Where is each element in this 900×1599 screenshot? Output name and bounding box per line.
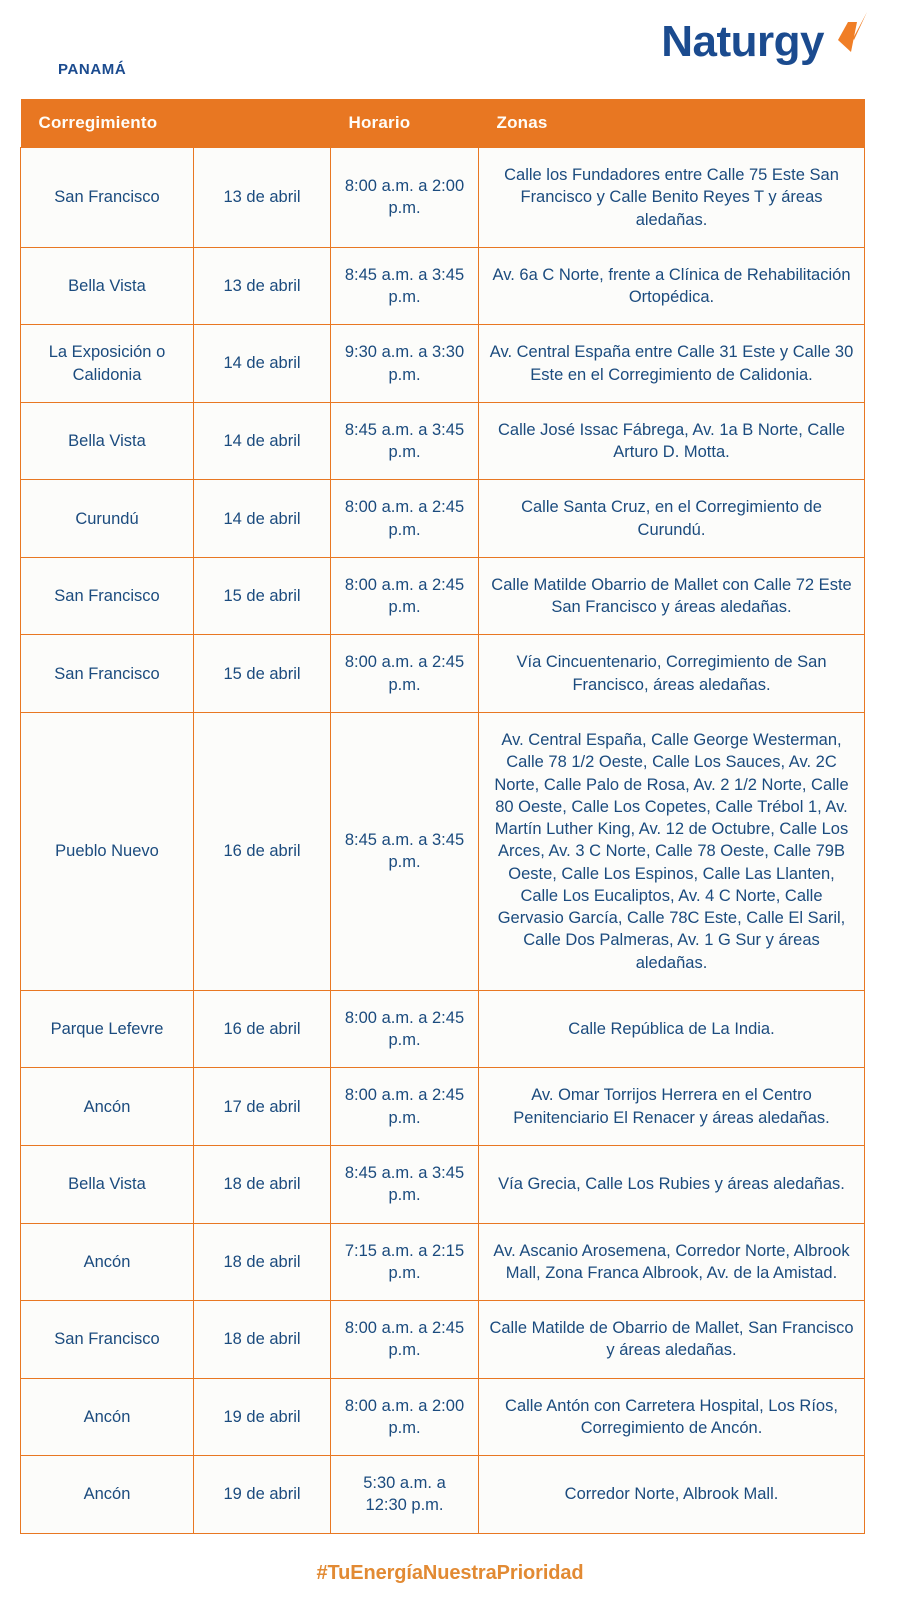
outage-schedule-table (20, 99, 865, 1534)
row-cell-horario: 8:45 a.m. a 3:45 p.m. (331, 1145, 479, 1223)
row-cell-horario: 8:00 a.m. a 2:45 p.m. (331, 635, 479, 713)
row-cell-corregimiento: Ancón (21, 1223, 194, 1301)
table-row (21, 325, 865, 403)
table-row (21, 1301, 865, 1379)
row-cell-corregimiento: Pueblo Nuevo (21, 712, 194, 990)
row-cell-corregimiento: Parque Lefevre (21, 990, 194, 1068)
naturgy-logo (661, 16, 872, 68)
row-cell-horario: 8:00 a.m. a 2:45 p.m. (331, 1068, 479, 1146)
table-row (21, 480, 865, 558)
table-row (21, 1456, 865, 1534)
table-row (21, 1378, 865, 1456)
row-cell-corregimiento: Curundú (21, 480, 194, 558)
row-cell-zonas: Av. 6a C Norte, frente a Clínica de Rehabilitación Ortopédica. (479, 247, 865, 325)
row-cell-fecha: 15 de abril (194, 635, 331, 713)
row-cell-fecha: 14 de abril (194, 480, 331, 558)
row-cell-zonas: Av. Ascanio Arosemena, Corredor Norte, Albrook Mall, Zona Franca Albrook, Av. de la Amistad. (479, 1223, 865, 1301)
table-row (21, 990, 865, 1068)
row-cell-zonas: Calle Antón con Carretera Hospital, Los Ríos, Corregimiento de Ancón. (479, 1378, 865, 1456)
row-cell-fecha: 19 de abril (194, 1378, 331, 1456)
row-cell-fecha: 13 de abril (194, 247, 331, 325)
column-header-corregimiento: Corregimiento (21, 99, 194, 148)
row-cell-fecha: 19 de abril (194, 1456, 331, 1534)
row-cell-horario: 8:00 a.m. a 2:45 p.m. (331, 557, 479, 635)
row-cell-fecha: 18 de abril (194, 1223, 331, 1301)
row-cell-fecha: 16 de abril (194, 712, 331, 990)
column-header-spacer (194, 99, 331, 148)
region-label: PANAMÁ (58, 61, 127, 78)
row-cell-corregimiento: Bella Vista (21, 402, 194, 480)
row-cell-fecha: 13 de abril (194, 148, 331, 248)
row-cell-zonas: Calle José Issac Fábrega, Av. 1a B Norte, Calle Arturo D. Motta. (479, 402, 865, 480)
brand-wordmark: Naturgy (661, 17, 824, 66)
table-row (21, 635, 865, 713)
table-header-row (21, 99, 865, 148)
row-cell-corregimiento: San Francisco (21, 557, 194, 635)
row-cell-zonas: Calle República de La India. (479, 990, 865, 1068)
row-cell-zonas: Corredor Norte, Albrook Mall. (479, 1456, 865, 1534)
row-cell-horario: 8:00 a.m. a 2:45 p.m. (331, 990, 479, 1068)
row-cell-corregimiento: La Exposición o Calidonia (21, 325, 194, 403)
table-row (21, 1223, 865, 1301)
row-cell-zonas: Vía Cincuentenario, Corregimiento de San Francisco, áreas aledañas. (479, 635, 865, 713)
table-row (21, 148, 865, 248)
row-cell-zonas: Calle Matilde Obarrio de Mallet con Calle 72 Este San Francisco y áreas aledañas. (479, 557, 865, 635)
row-cell-horario: 8:00 a.m. a 2:00 p.m. (331, 148, 479, 248)
row-cell-horario: 8:45 a.m. a 3:45 p.m. (331, 247, 479, 325)
row-cell-fecha: 14 de abril (194, 325, 331, 403)
row-cell-corregimiento: Bella Vista (21, 247, 194, 325)
page-header (0, 0, 900, 95)
table-row (21, 247, 865, 325)
row-cell-horario: 8:45 a.m. a 3:45 p.m. (331, 402, 479, 480)
table-row (21, 1145, 865, 1223)
row-cell-zonas: Av. Central España entre Calle 31 Este y Calle 30 Este en el Corregimiento de Calidonia. (479, 325, 865, 403)
row-cell-fecha: 18 de abril (194, 1145, 331, 1223)
row-cell-horario: 8:00 a.m. a 2:45 p.m. (331, 1301, 479, 1379)
table-body (21, 148, 865, 1534)
row-cell-corregimiento: San Francisco (21, 1301, 194, 1379)
row-cell-fecha: 14 de abril (194, 402, 331, 480)
column-header-zonas: Zonas (479, 99, 865, 148)
row-cell-zonas: Av. Omar Torrijos Herrera en el Centro Penitenciario El Renacer y áreas aledañas. (479, 1068, 865, 1146)
row-cell-horario: 8:00 a.m. a 2:00 p.m. (331, 1378, 479, 1456)
row-cell-fecha: 15 de abril (194, 557, 331, 635)
row-cell-horario: 8:45 a.m. a 3:45 p.m. (331, 712, 479, 990)
row-cell-zonas: Calle Matilde de Obarrio de Mallet, San Francisco y áreas aledañas. (479, 1301, 865, 1379)
row-cell-horario: 5:30 a.m. a 12:30 p.m. (331, 1456, 479, 1534)
row-cell-fecha: 16 de abril (194, 990, 331, 1068)
row-cell-corregimiento: Bella Vista (21, 1145, 194, 1223)
row-cell-fecha: 18 de abril (194, 1301, 331, 1379)
table-row (21, 402, 865, 480)
row-cell-corregimiento: Ancón (21, 1068, 194, 1146)
row-cell-corregimiento: San Francisco (21, 635, 194, 713)
table-row (21, 557, 865, 635)
row-cell-corregimiento: San Francisco (21, 148, 194, 248)
row-cell-horario: 9:30 a.m. a 3:30 p.m. (331, 325, 479, 403)
row-cell-zonas: Calle Santa Cruz, en el Corregimiento de Curundú. (479, 480, 865, 558)
row-cell-corregimiento: Ancón (21, 1456, 194, 1534)
campaign-hashtag: #TuEnergíaNuestraPrioridad (316, 1562, 584, 1584)
table-row (21, 712, 865, 990)
row-cell-zonas: Calle los Fundadores entre Calle 75 Este San Francisco y Calle Benito Reyes T y áreas aledañas. (479, 148, 865, 248)
outage-table-container (20, 99, 864, 1534)
table-header (21, 99, 865, 148)
row-cell-corregimiento: Ancón (21, 1378, 194, 1456)
column-header-horario: Horario (331, 99, 479, 148)
row-cell-horario: 8:00 a.m. a 2:45 p.m. (331, 480, 479, 558)
row-cell-zonas: Vía Grecia, Calle Los Rubies y áreas aledañas. (479, 1145, 865, 1223)
row-cell-horario: 7:15 a.m. a 2:15 p.m. (331, 1223, 479, 1301)
row-cell-zonas: Av. Central España, Calle George Westerman, Calle 78 1/2 Oeste, Calle Los Sauces, Av. 2C Norte, Calle Palo de Rosa, Av. 2 1/2 Norte, Calle 80 Oeste, Calle Los Copetes, Calle Trébol 1, Av. Martín Luther King, Av. 12 de Octubre, Calle Los Arces, Av. 3 C Norte, Calle 78 Oeste, Calle 79B Oeste, Calle Los Espinos, Calle Las Llanten, Calle Los Eucaliptos, Av. 4 C Norte, Calle Gervasio García, Calle 78C Este, Calle El Saril, Calle Dos Palmeras, Av. 1 G Sur y áreas aledañas. (479, 712, 865, 990)
naturgy-flame-icon (826, 10, 872, 62)
table-row (21, 1068, 865, 1146)
row-cell-fecha: 17 de abril (194, 1068, 331, 1146)
